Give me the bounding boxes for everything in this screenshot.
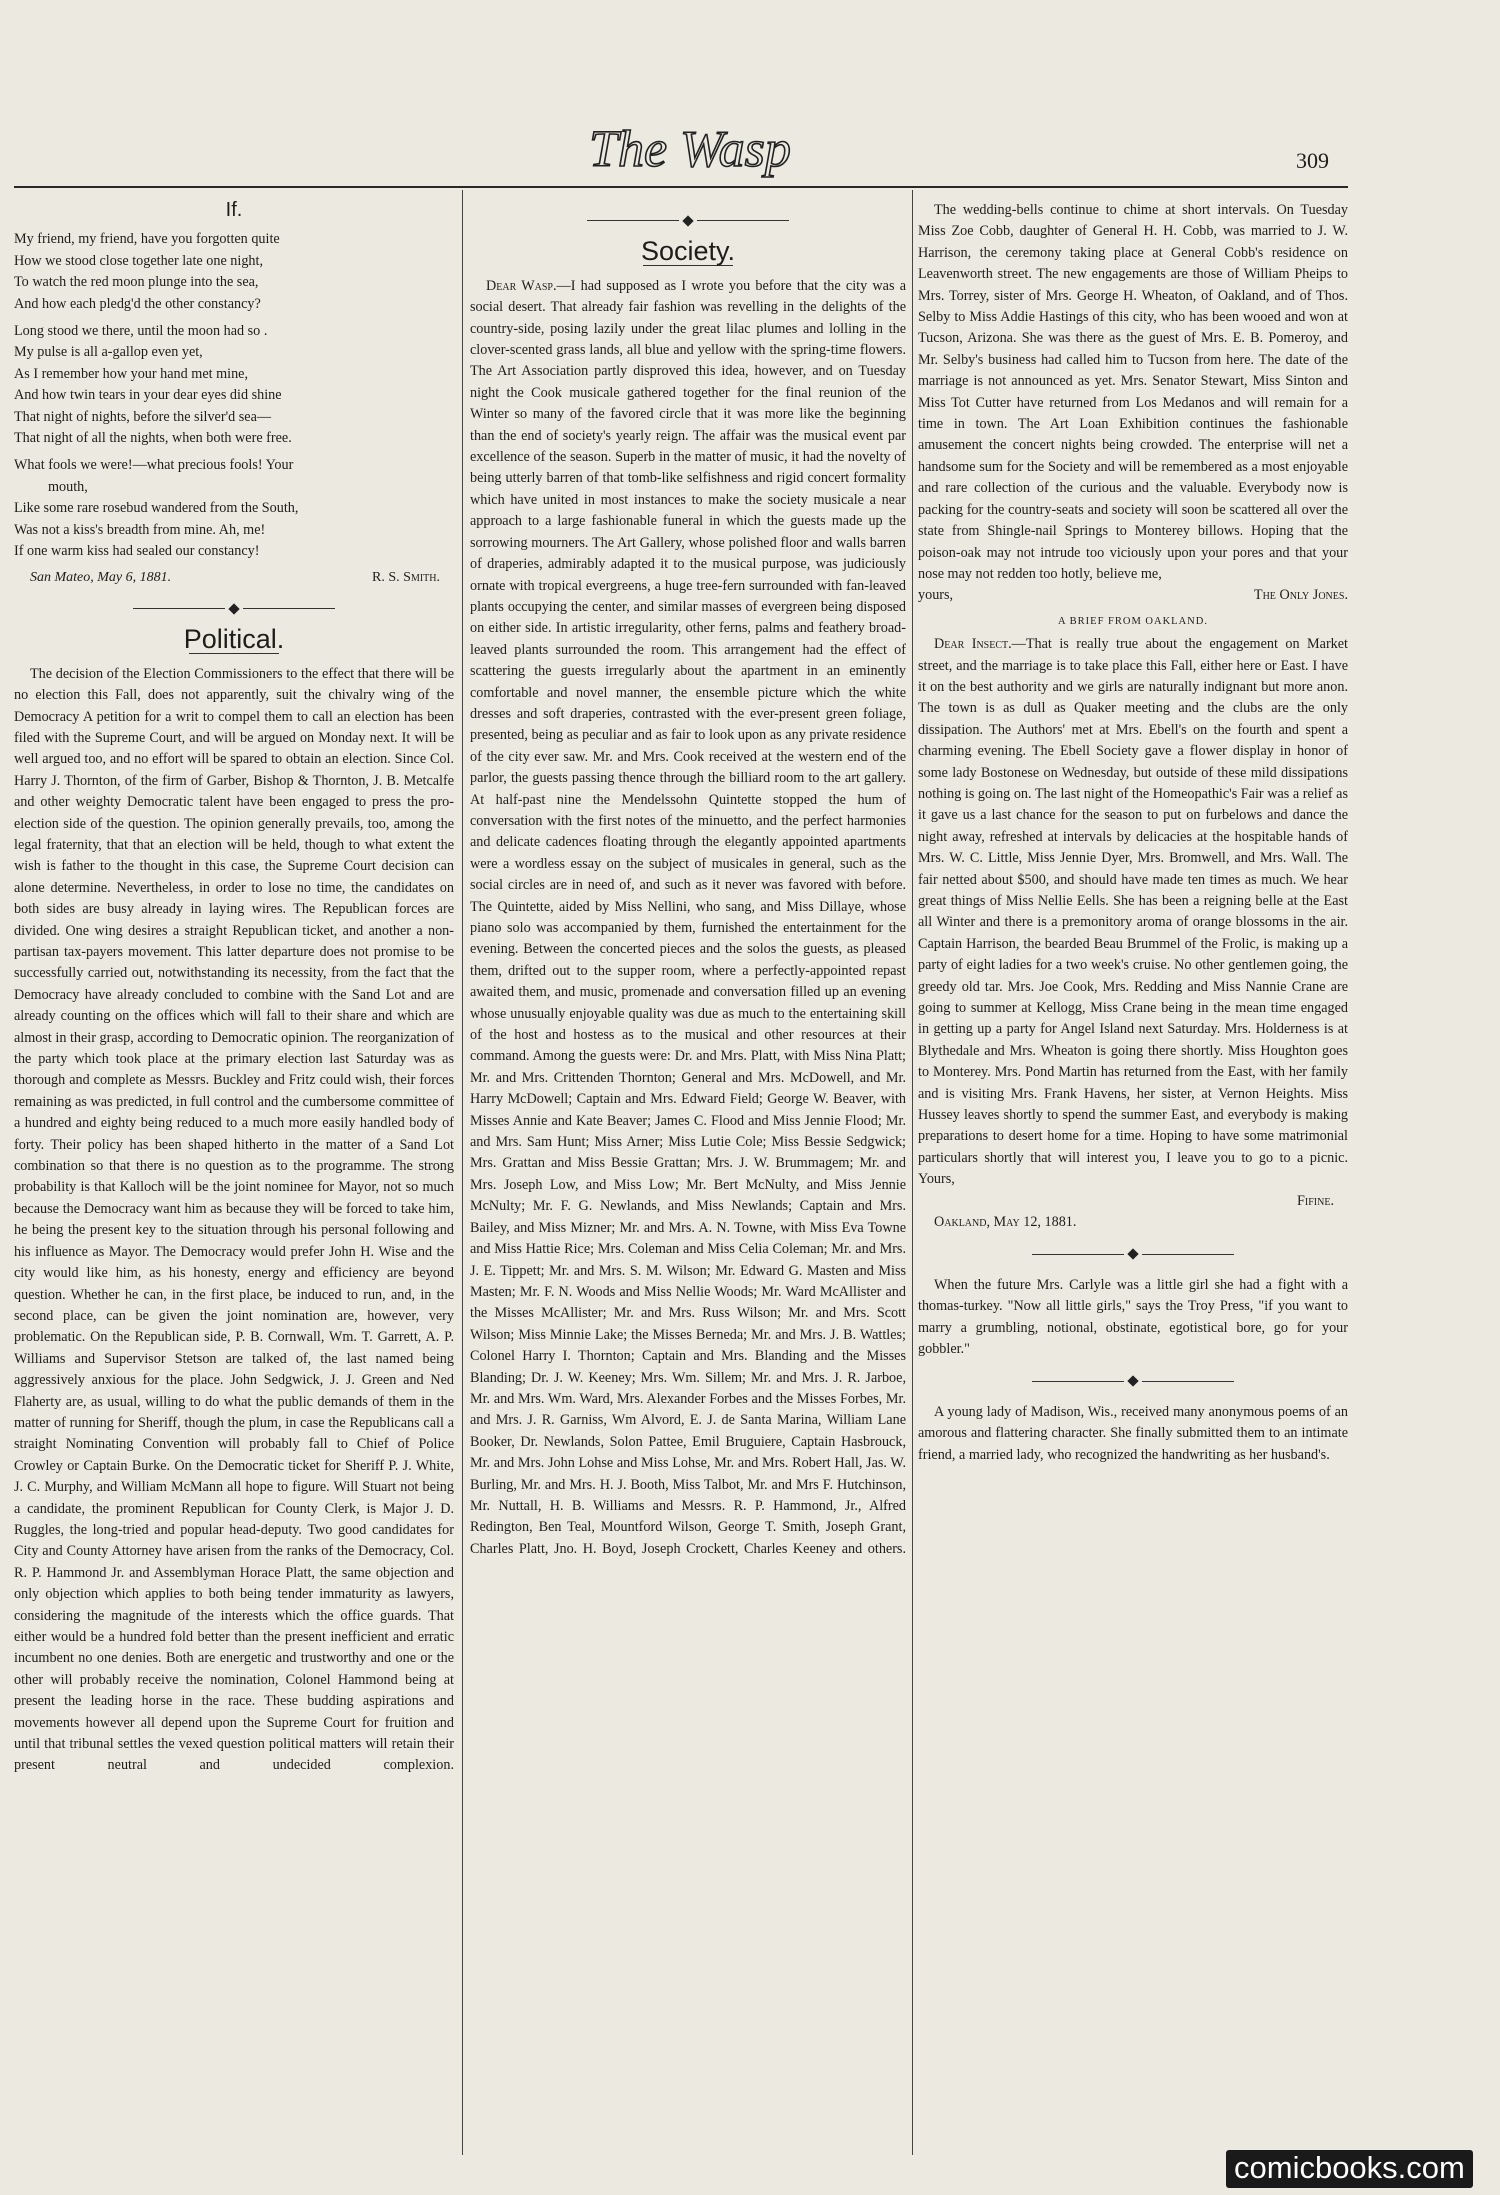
- poem-line: As I remember how your hand met mine,: [14, 365, 249, 382]
- column-1: [14, 200, 454, 1777]
- madison-paragraph: A young lady of Madison, Wis., received many anonymous poems of an amorous and flattering character. She finally submitted them to an intimate friend, a married lady, who recognized the handwriting as her husband's.: [918, 1403, 1348, 1463]
- poem-title: If.: [225, 199, 243, 221]
- oakland-dateline: Oakland, May 12, 1881.: [934, 1214, 1077, 1231]
- political-paragraph: The decision of the Election Commissioners to the effect that there will be no election this Fall, does not apparently, suit the chivalry wing of the Democracy A petition for a writ to compel them to call an election has been filed with the Supreme Court, and will be argued on Monday next. It will be well argued too, and no effort will be spared to obtain an election. Since Col. Harry J. Thornton, of the firm of Garber, Bishop & Thornton, J. B. Metcalfe and other weighty Democratic talent have been engaged to press the pro-election side of the question. The opinion generally prevails, too, among the legal fraternity, that that an election will be held, though to what extent the wish is father to the thought in this case, the Supreme Court decision can alone determine. Nevertheless, in order to lose no time, the candidates on both sides are busy already in laying wires. The Republican forces are divided. One wing desires a straight Republican ticket, and another a non-partisan tax-payers movement. This latter departure does not promise to be successfully carried out, notwithstanding its necessity, from the fact that the Democracy have already concluded to combine with the Sand Lot and are already counting on the offices which will fall to their share and which are almost in their grasp, according to Democratic opinion. The reorganization of the party which took place at the primary election last Saturday was as thorough and complete as Messrs. Buckley and Fritz could wish, their forces remaining as was predicted, in full control and the cumbersome committee of a hundred and eighty being reduced to a much more easily handled body of forty. Their policy has been shaped hitherto in the matter of a Sand Lot combination so that there is no question as to the programme. The strong probability is that Kalloch will be the joint nominee for Mayor, not so much because the Democracy want him as because they will be forced to take him, he being the present key to the situation through his personal following and his influence as Mayor. The Democracy would prefer John H. Wise and the city would like him, as his honesty, energy and efficiency are beyond question. Whether he can, in the first place, be induced to run, and, in the second place, can be given the joint nomination are, however, very problematic. On the Republican side, P. B. Cornwall, Wm. T. Garrett, A. P. Williams and Supervisor Stetson are talked of, the last named being aggressively anxious for the place. John Sedgwick, J. J. Green and Ned Flaherty are, as usual, willing to do what the public demands of them in the matter of running for Sheriff, though the plum, in case the Republicans call a straight Nominating Convention will probably fall to Chief of Police Crowley or Captain Burke. On the Democratic ticket for Sheriff P. J. White, J. C. Murphy, and William McMann all hope to figure. Will Stuart not being a candidate, the prominent Republican for County Clerk, is Major J. D. Ruggles, the long-tried and popular head-deputy. Two good candidates for City and County Attorney have arisen from the ranks of the Democracy, Col. R. P. Hammond Jr. and Assemblyman Horace Platt, the same objection and only objection which applies to both being tender immaturity as lawyers, considering the magnitude of the interests which the office guards. That either would be a hundred fold better than the present inefficient and erratic incumbent no one denies. Both are energetic and trustworthy and one or the other will probably receive the nomination, Colonel Hammond being at present the leading horse in the race. These budding aspirations and movements however all depend upon the Supreme Court for fruition and until that tribunal settles the vexed question political matters will retain their present neutral and undecided complexion.: [14, 665, 454, 1774]
- page-number: 309: [1296, 148, 1329, 173]
- poem-author: R. S. Smith.: [372, 569, 440, 585]
- society-letter-2: The wedding-bells continue to chime at short intervals. On Tuesday Miss Zoe Cobb, daughter of General H. H. Cobb, was married to J. W. Harrison, the ceremony taking place at General Cobb's residence on Leavenworth street. The new engagements are those of William Pheips to Mrs. Torrey, sister of Mrs. George H. Wheaton, of Oakland, and of Thos. Selby to Miss Addie Hastings of this city, who has been wooed and won at Tucson, Arizona. She was there as the guest of Mrs. E. B. Pomeroy, and Mr. Selby's business had called him to Tucson from here. The date of the marriage is not announced as yet. Mrs. Senator Stewart, Miss Sinton and Miss Tot Cutter have returned from Los Medanos and will remain for a time in town. The Art Loan Exhibition continues the fashionable amusement the concert nights being crowded. The enterprise will net a handsome sum for the Society and will be remembered as a most enjoyable and rare collection of the curious and the valuable. Everybody now is packing for the country-seats and society will soon be scattered all over the state from Shingle-nail Springs to Monterey billows. Hoping that the poison-oak may not intrude too viciously upon your pores and that your nose may not redden too hotly, believe me,: [918, 202, 1348, 582]
- poem-stanza-2: [14, 321, 454, 449]
- column-divider: [912, 190, 913, 2155]
- svg-text:The Wasp: The Wasp: [589, 121, 791, 178]
- header-rule: [14, 186, 1348, 188]
- masthead: [0, 120, 1500, 180]
- ornament-divider: [918, 1244, 1348, 1265]
- ornament-divider: [918, 1371, 1348, 1392]
- poem-line: Long stood we there, until the moon had so .: [14, 323, 268, 340]
- poem-line: What fools we were!—what precious fools! Your: [14, 457, 294, 474]
- section-title-society: Society.: [640, 236, 736, 267]
- the-wasp-logo: [540, 120, 840, 180]
- column-3: [918, 200, 1348, 1466]
- poem-signature: [14, 567, 454, 588]
- ornament-divider: [14, 598, 454, 619]
- poem-line: To watch the red moon plunge into the sea,: [14, 274, 259, 291]
- poem-line: And how twin tears in your dear eyes did shine: [14, 387, 282, 404]
- poem-stanza-1: [14, 229, 454, 315]
- society-signoff: yours, The Only Jones.: [918, 587, 1348, 604]
- poem-stanza-3: [14, 455, 454, 562]
- poem-line: My friend, my friend, have you forgotten quite: [14, 231, 280, 248]
- poem-line: mouth,: [48, 478, 88, 495]
- column-2-flow: [470, 200, 906, 1560]
- oakland-letter: Dear Insect.—That is really true about the engagement on Market street, and the marriage is to take place this Fall, either here or East. I have it on the best authority and we girls are naturally indignant but more anon. The town is as dull as Quaker meeting and the clubs are the only dissipation. The Authors' met at Mrs. Ebell's on the fourth and spent a charming evening. The Ebell Society gave a flower display in honor of some lady Bostonese on Wednesday, but outside of these mild dissipations nothing is going on. The last night of the Homeopathic's Fair was a relief as it gave us a last chance for the season to put on furbelows and dance the night away, refreshed at intervals by delicacies at the hospitable hands of Mrs. W. C. Little, Miss Jennie Dyer, Mrs. Bromwell, and Mrs. Wall. The fair netted about $500, and should have made ten times as much. We hear great things of Miss Nellie Eells. She has been a reigning belle at the East all Winter and there is a premonitory aroma of orange blossoms in the air. Captain Harrison, the bearded Beau Brummel of the Frolic, is making up a party of eight ladies for a two week's cruise. No other gentlemen going, the greedy old tar. Mrs. Joe Cook, Mrs. Redding and Miss Nannie Crane are going to summer at Kellogg, Miss Crane being in the mean time engaged in getting up a party for Angel Island next Saturday. Mrs. Holderness is at Blythedale and Mrs. Wheaton is going there shortly. Miss Houghton goes to Monterey. Mrs. Pond Martin has returned from the East, with her family and is visiting Mrs. Frank Havens, her sister, at Vernon Heights. Miss Hussey leaves shortly to spend the summer East, and everybody is making preparations to desert home for a time. Hoping to have some matrimonial particulars shortly that will interest you, I leave you to go to a picnic. Yours,: [918, 636, 1349, 1188]
- poem-line: That night of all the nights, when both were free.: [14, 430, 292, 447]
- poem-line: That night of nights, before the silver'd sea—: [14, 408, 272, 425]
- poem-line: If one warm kiss had sealed our constancy!: [14, 543, 260, 560]
- ornament-divider: [470, 210, 906, 231]
- society-letter-1: Dear Wasp.—I had supposed as I wrote you before that the city was a social desert. That already fair fashion was revelling in the delights of the country-side, posing lazily under the great lilac plumes and lolling in the clover-scented grass lands, all blue and yellow with the spring-time flowers. The Art Association partly disproved this idea, however, and on Tuesday night the Cook musicale gathered together for the final reunion of the Winter so many of the favored circle that it was more like the beginning than the end of society's yearly reign. The affair was the musical event par excellence of the season. Superb in the matter of music, it had the novelty of being utterly barren of that tomb-like selfishness and rigid concert formality which have united in most instances to make the society musicale a near approach to a large fashionable funeral in which the guests made up the sorrowing mourners. The Art Gallery, whose polished floor and walls barren of draperies, admirably adapted it to the musical purpose, was judiciously ornate with tropical evergreens, a huge tree-fern surrounded with fan-leaved plants occupying the center, and similar masses of evergreen being disposed on either side. In artistic irregularity, other ferns, palms and feathery broad-leaved plants surrounded the room. This arrangement had the effect of scattering the guests irregularly about the apartment in an eminently comfortable and novel manner, the ensemble picture which the white dresses and soft draperies, contrasted with the ever-present green foliage, presented, being as peculiar and as fair to look upon as any private residence of the city ever saw. Mr. and Mrs. Cook received at the western end of the parlor, the guests passing thence through the billiard room to the art gallery. At half-past nine the Mendelssohn Quintette stopped the hum of conversation with the first notes of the minuetto, and the perfect harmonies and delicate cadences floating through the elegantly appointed apartments were a wordless essay on the subject of musicales in general, such as the social circles are in need of, and such as it never was favored with before. The Quintette, aided by Miss Nellini, who sang, and Miss Dillaye, whose piano solo was accompanied by them, furnished the entertainment for the evening. Between the concerted pieces and the solos the guests, as pleased them, drifted out to the supper room, where a perfectly-appointed repast awaited them, and music, promenade and conversation filled up an evening whose unusually enjoyable quality was due as much to the entertaining skill of the host and hostess as to the musical and other resources at their command. Among the guests were: Dr. and Mrs. Platt, with Miss Nina Platt; Mr. and Mrs. Crittenden Thornton; General and Mrs. McDowell, and Mr. Harry McDowell; Captain and Mrs. Edward Field; George W. Beaver, with Misses Annie and Kate Beaver; James C. Flood and Miss Jennie Flood; Mr. and Mrs. Sam Hunt; Miss Arner; Miss Lutie Cole; Miss Bessie Sedgwick; Mrs. Grattan and Miss Bessie Grattan; Mrs. J. W. Brummagem; Mr. and Mrs. Joseph Low, and Miss Low; Mr. Bert McNulty, and Miss Jennie McNulty; Mr. F. G. Newlands, and Miss Newlands; Captain and Mrs. Bailey, and Miss Mizner; Mr. and Mrs. A. N. Towne, with Miss Eva Towne and Miss Hattie Rice; Mrs. Coleman and Miss Celia Coleman; Mr. and Mrs. J. E. Tippett; Mr. and Mrs. S. M. Wilson; Mr. Edward G. Masten and Miss Masten; Mr. F. N. Woods and Miss Nellie Woods; Mr. Ward McAllister and the Misses McAllister; Mr. and Mrs. Russ Wilson; Mr. and Mrs. Scott Wilson; Miss Minnie Lake; the Misses Berneda; Mr. and Mrs. J. B. Wattles; Colonel Harry I. Thornton; Captain and Mrs. Blanding and the Misses Blanding; Dr. J. W. Keeney; Mrs. Wm. Sillem; Mr. and Mrs. J. R. Jarboe, Mr. and Mrs. Wm. Ward, Mrs. Alexander Forbes and the Misses Forbes, Mr. and Mrs. J. R. Garniss, Wm Alvord, E. J. de Santa Marina, William Lane Booker, Dr. Newlands, Solon Pattee, Emil Bruguiere, Captain Hasbrouck, Mr. and Mrs. John Lohse and Miss Lohse, Mr. and Mrs. Robert Hall, Jas. W. Burling, Mr. and Mrs. H. J. Booth, Miss Talbot, Mr. and Mrs F. Hutchinson, Mr. Nuttall, H. B. Williams and Messrs. R. P. Hammond, Jr., Alfred Redington, Ben Teal, Mountford Wilson, George T. Smith, Joseph Grant, Charles Platt, Jno. H. Boyd, Joseph Crockett, Charles Keeney and others.: [470, 277, 906, 1557]
- poem-line: And how each pledg'd the other constancy?: [14, 295, 261, 312]
- site-watermark: comicbooks.com: [1226, 2150, 1473, 2188]
- poem-place-date: San Mateo, May 6, 1881.: [30, 569, 172, 585]
- poem-line: Was not a kiss's breadth from mine. Ah, me!: [14, 521, 266, 538]
- column-divider: [462, 190, 463, 2155]
- poem-line: Like some rare rosebud wandered from the South,: [14, 500, 299, 517]
- poem-line: My pulse is all a-gallop even yet,: [14, 344, 203, 361]
- poem-line: How we stood close together late one night,: [14, 252, 264, 269]
- oakland-subhead: A BRIEF FROM OAKLAND.: [1058, 615, 1208, 627]
- oakland-signature: Fifine.: [1297, 1192, 1334, 1209]
- section-title-political: Political.: [183, 624, 285, 655]
- carlyle-paragraph: When the future Mrs. Carlyle was a little girl she had a fight with a thomas-turkey. "Now all little girls," says the Troy Press, "if you want to marry a grumbling, notional, obstinate, egotistical bore, go for your gobbler.": [918, 1276, 1348, 1358]
